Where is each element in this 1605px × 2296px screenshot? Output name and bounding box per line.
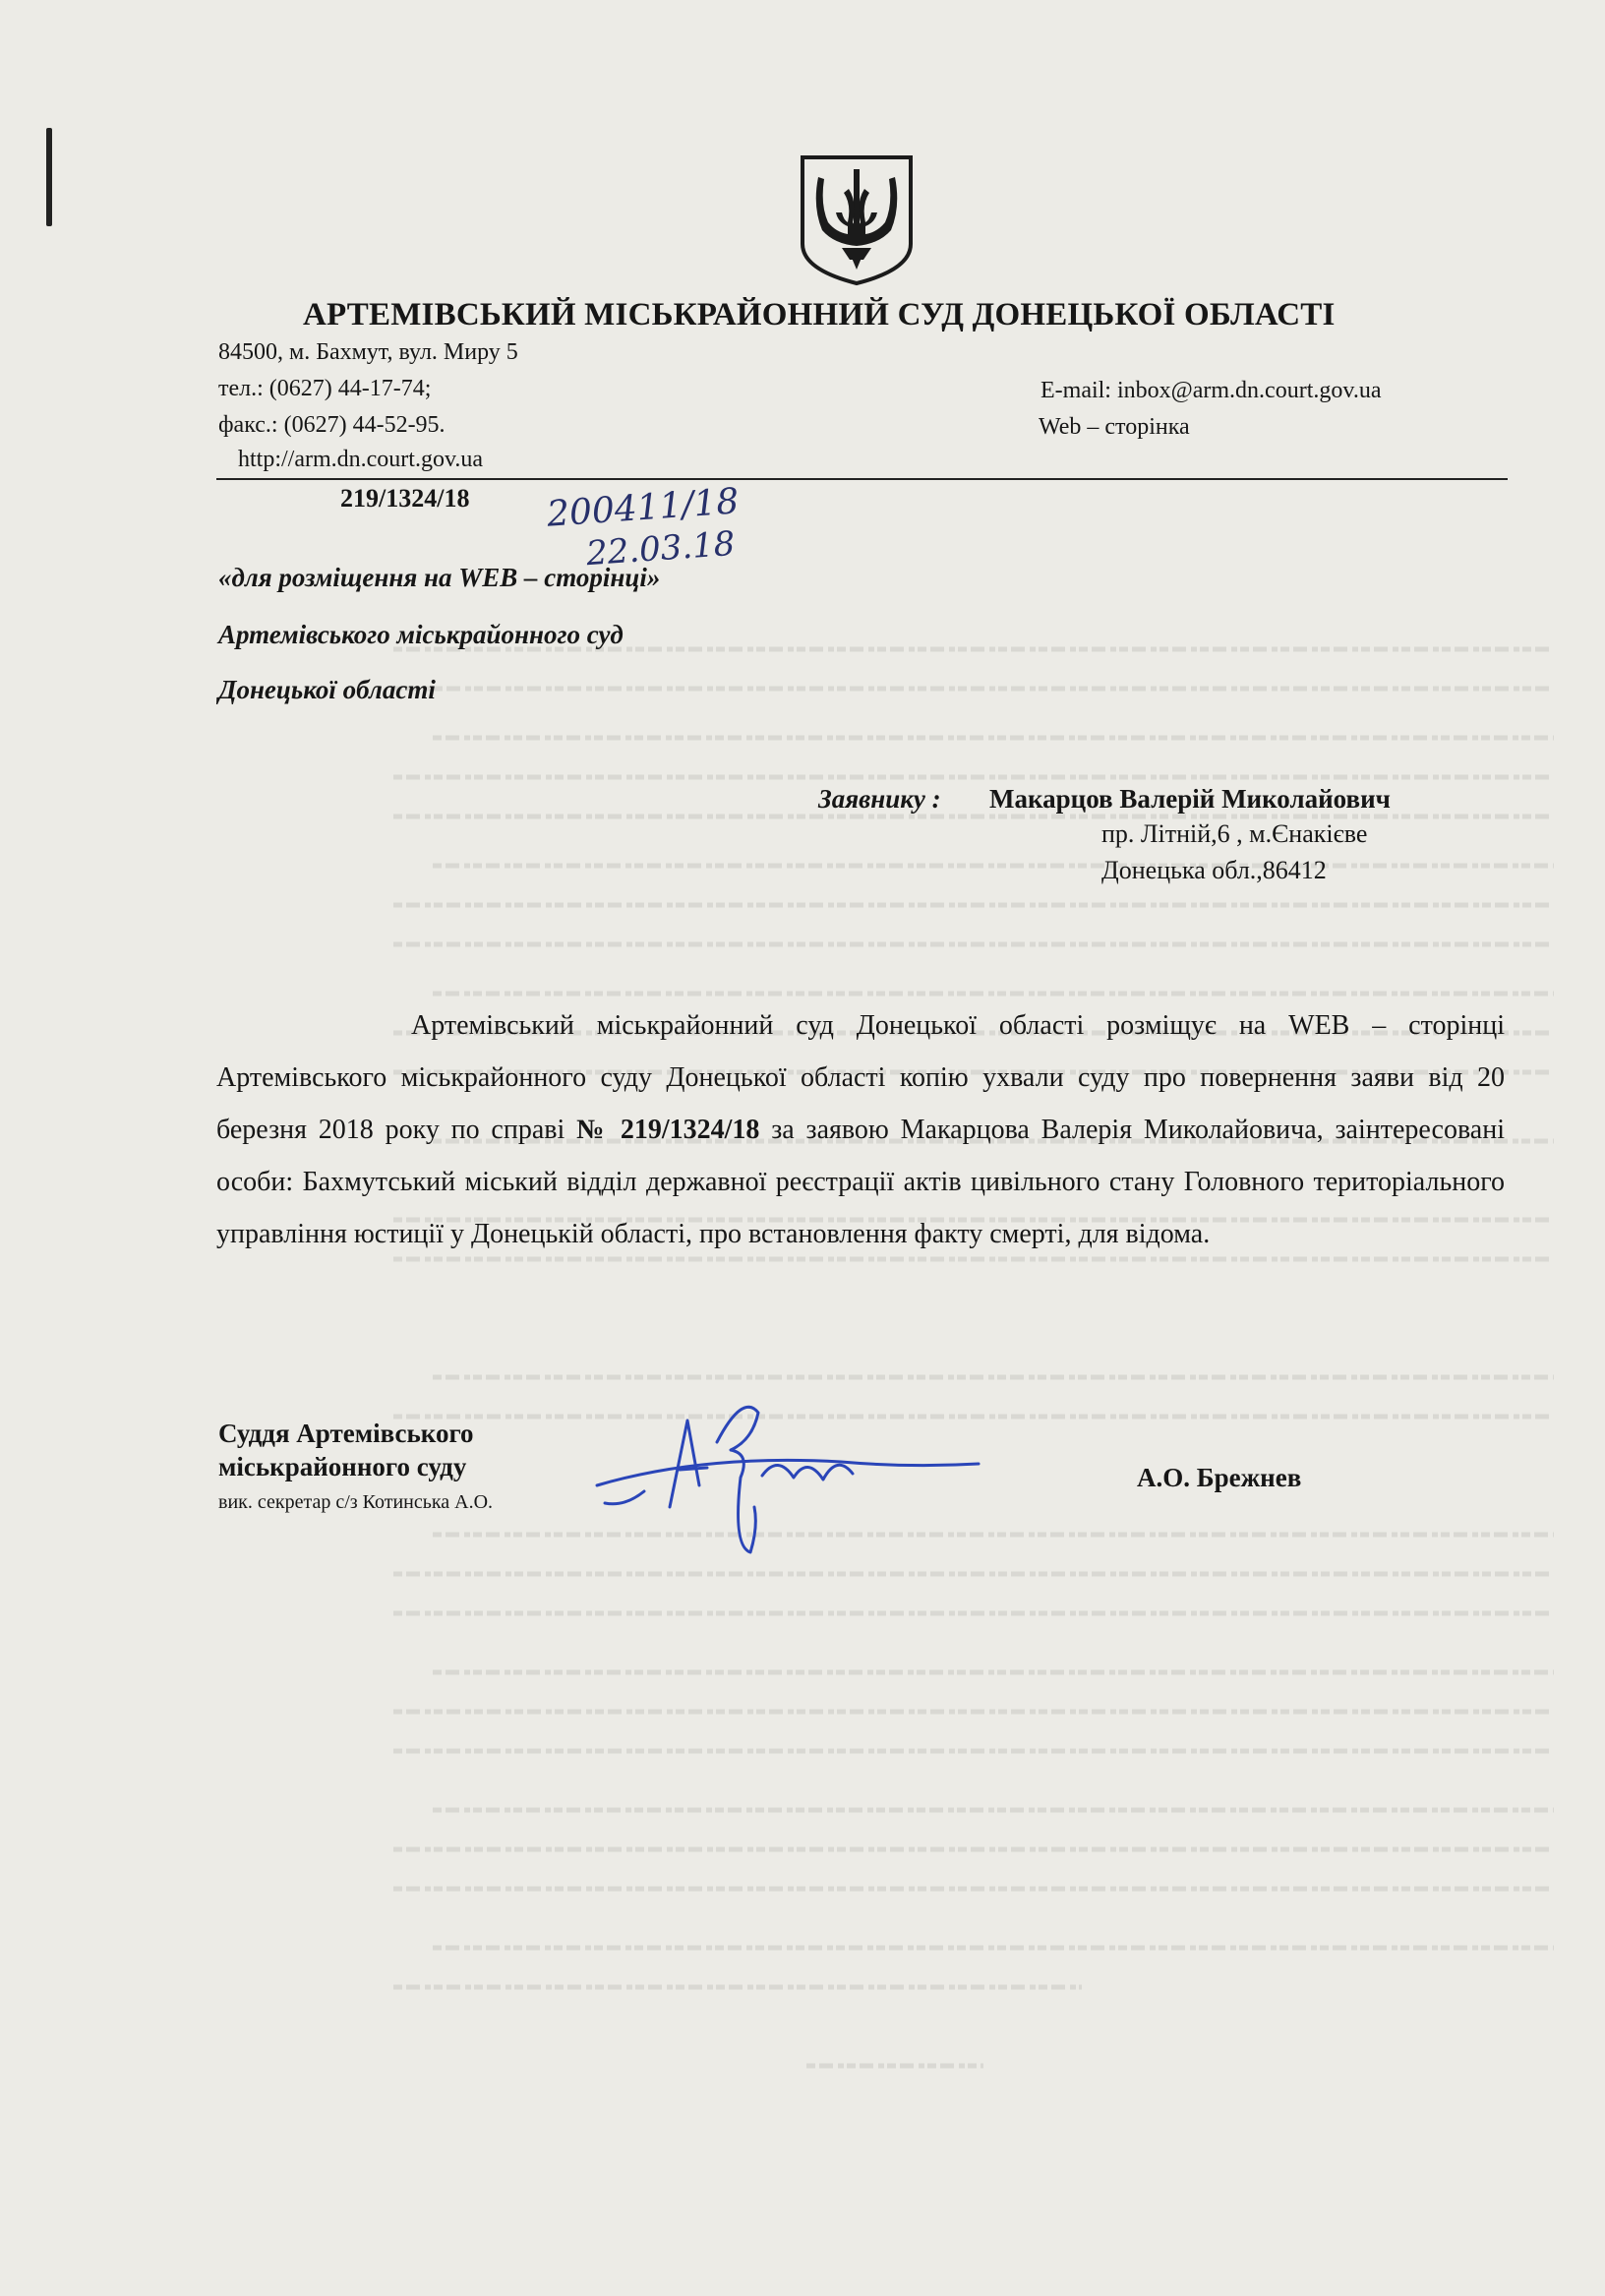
recipient-region: Донецька обл.,86412	[1101, 856, 1327, 884]
header-divider	[216, 478, 1508, 480]
recipient-name: Макарцов Валерій Миколайович	[989, 784, 1391, 814]
body-text-part-2: за заявою Макарцова Валерія Миколайовича, заінтересовані особи: Бахмутський міський відділ державної реєстрації актів цивільного стану Головного територіального управління юстиції у Донецькій області, про встановлення факту смерті, для відома.	[216, 1115, 1506, 1249]
court-web-label: Web – сторінка	[1039, 414, 1190, 440]
recipient-label: Заявнику :	[818, 784, 941, 814]
signatory-title-line-2: міськрайонного суду	[218, 1452, 467, 1481]
margin-mark	[46, 128, 52, 226]
signatory-title-line-1: Суддя Артемівського	[218, 1419, 474, 1448]
handwritten-date: 22.03.18	[584, 523, 737, 574]
case-number: 219/1324/18	[340, 484, 470, 513]
court-fax: факс.: (0627) 44-52-95.	[218, 412, 446, 438]
court-phone: тел.: (0627) 44-17-74;	[218, 376, 432, 401]
secretary-line: вик. секретар с/з Котинська А.О.	[218, 1491, 494, 1513]
judge-name: А.О. Брежнев	[1137, 1463, 1302, 1492]
addressee-line-3: Донецької області	[218, 675, 436, 704]
court-address: 84500, м. Бахмут, вул. Миру 5	[218, 339, 518, 365]
handwritten-signature-icon	[585, 1359, 998, 1566]
body-text-part-1: Артемівський міськрайонний суд Донецької області розміщує на WEB – сторінці Артемівського міськрайонного суду Донецької області копію ухвали суду про повернення заяви від 20 березня 2018 року по справі	[216, 1010, 1505, 1145]
addressee-line-1: «для розміщення на WEB – сторінці»	[218, 563, 661, 592]
court-name: АРТЕМІВСЬКИЙ МІСЬКРАЙОННИЙ СУД ДОНЕЦЬКОЇ ОБЛАСТІ	[303, 297, 1336, 332]
court-url: http://arm.dn.court.gov.ua	[238, 447, 484, 472]
addressee-line-2: Артемівського міськрайонного суд	[218, 620, 624, 649]
letter-body	[216, 999, 1505, 1260]
handwritten-reg-number: 200411/18	[545, 481, 741, 535]
body-case-reference: № 219/1324/18	[576, 1115, 760, 1145]
trident-emblem-icon	[797, 153, 917, 287]
court-email: E-mail: inbox@arm.dn.court.gov.ua	[1040, 378, 1382, 403]
recipient-street: пр. Літній,6 , м.Єнакієве	[1101, 819, 1368, 848]
